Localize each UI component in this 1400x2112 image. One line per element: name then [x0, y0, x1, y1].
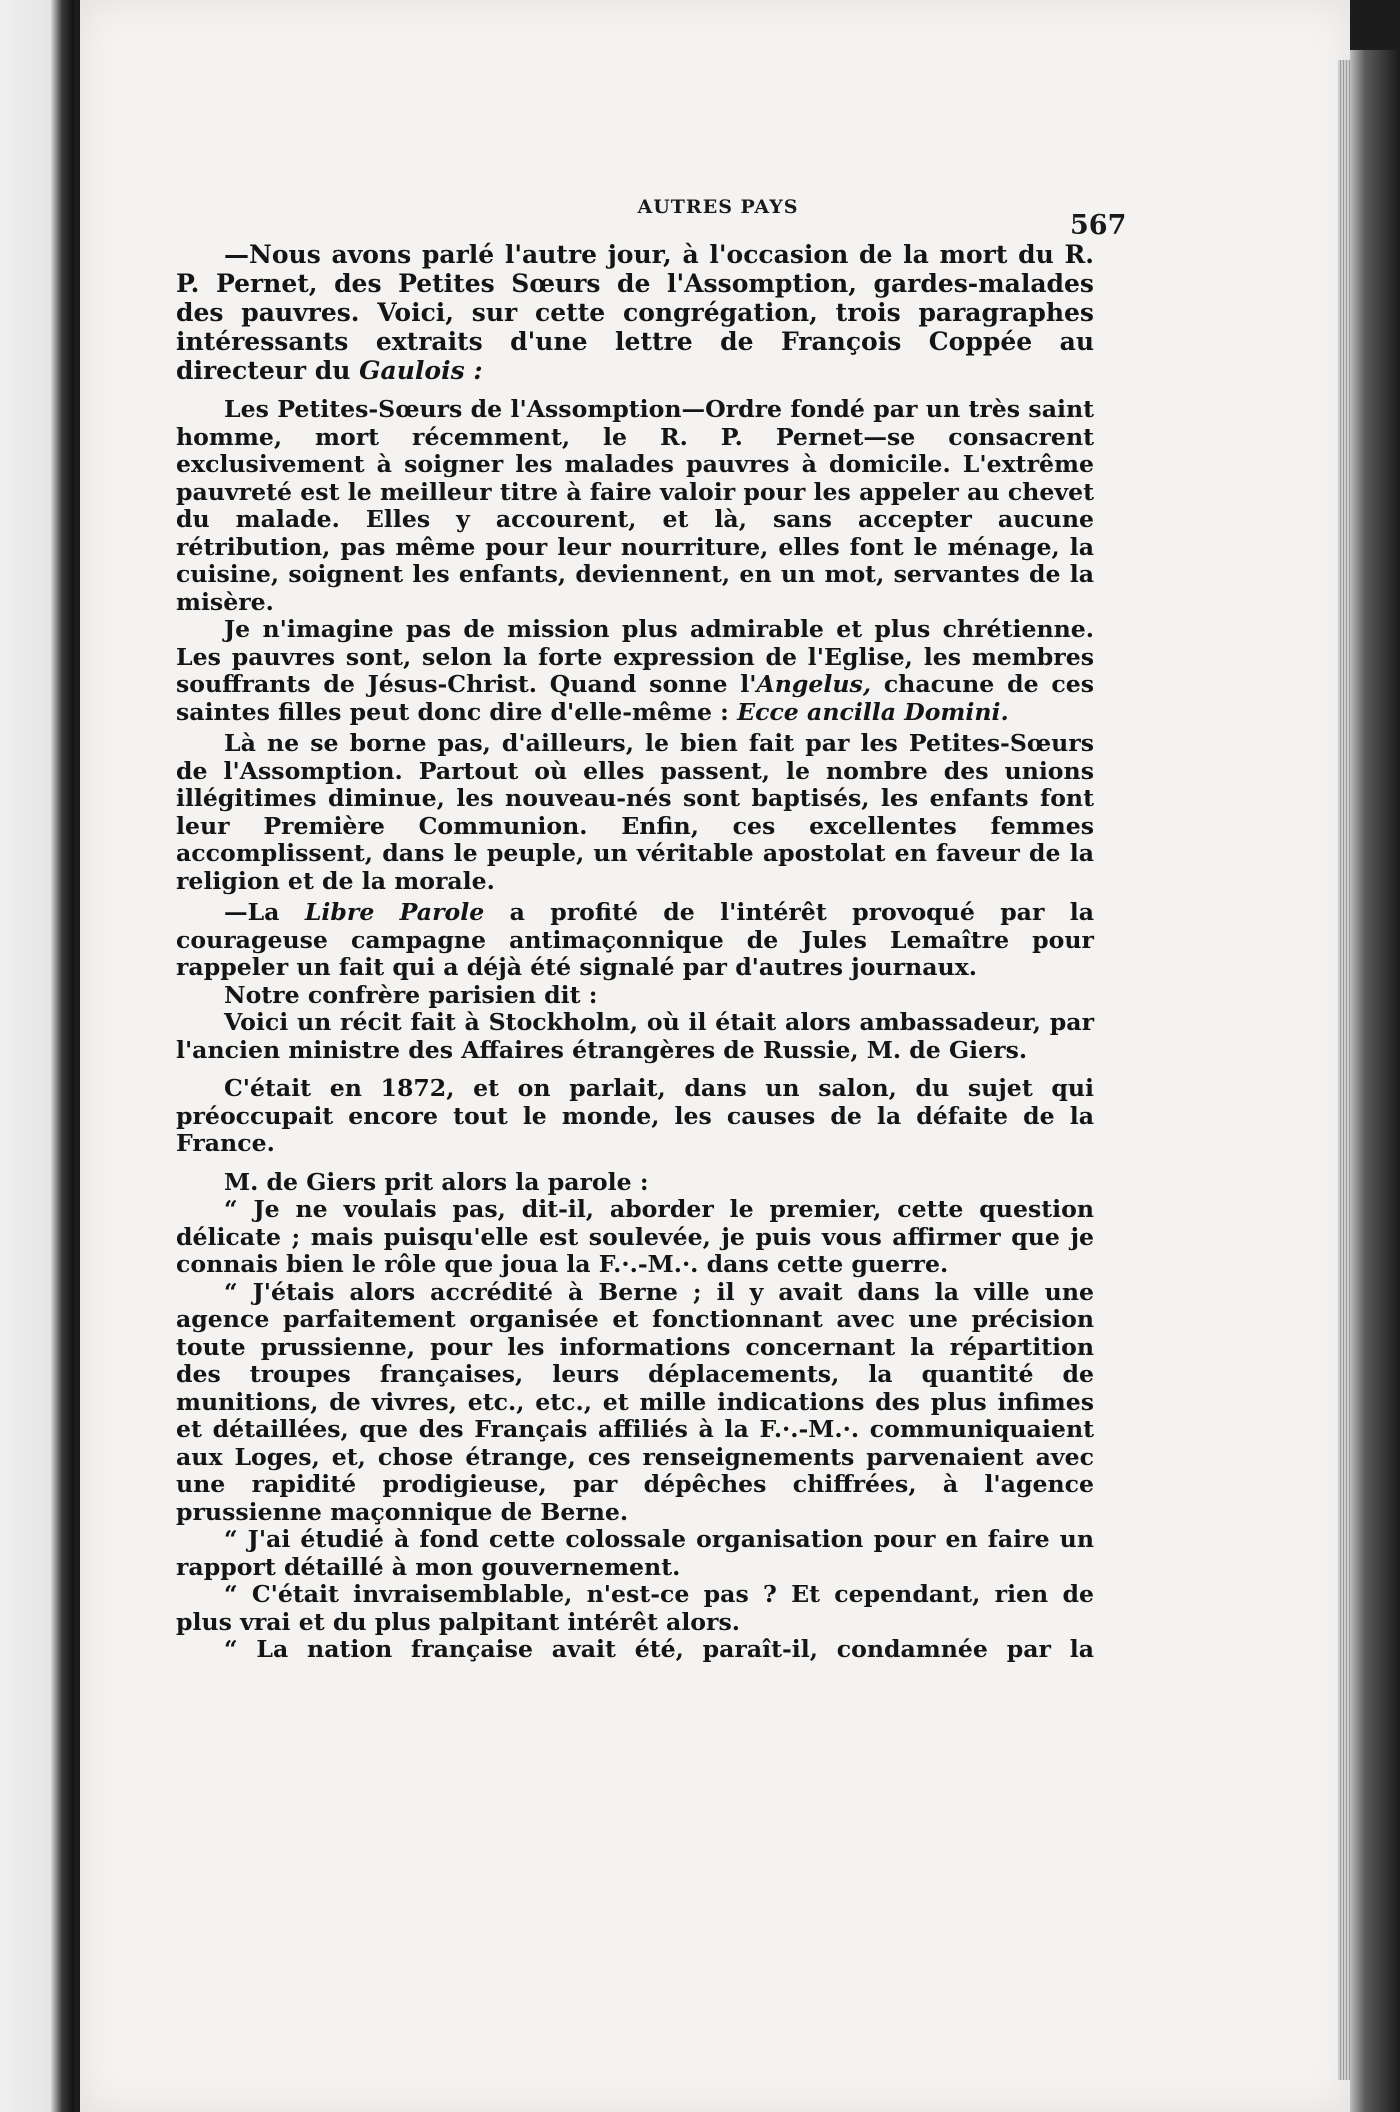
quote-paragraph: “ La nation française avait été, paraît-il, condamnée par la — [224, 1635, 1094, 1663]
quote-paragraph: M. de Giers prit alors la parole : — [224, 1167, 649, 1196]
paragraph-text: a profité de l'intérêt provoqué par la courageuse campagne antimaçonnique de Jules Lemaître pour rappeler un fait qui a déjà été signalé par d'autres journaux. — [176, 898, 1095, 981]
paragraph-text: —La — [224, 898, 280, 926]
quote-paragraph: “ J'ai étudié à fond cette colossale organisation pour en faire un rapport détaillé à mon gouvernement. — [176, 1525, 1094, 1581]
italic-text: Gaulois : — [359, 356, 483, 385]
quote-paragraph: “ J'étais alors accrédité à Berne ; il y avait dans la ville une agence parfaitement organisée et fonctionnant avec une précision toute prussienne, pour les informations concernant la répartition des troupes françaises, leurs déplacements, la quantité de munitions, de vivres, etc., etc., et mille indications des plus infimes et détaillées, que des Français affiliés à la F.·.-M.·. communiquaient aux Loges, et, chose étrange, ces renseignements parvenaient avec une rapidité prodigieuse, par dépêches chiffrées, à l'agence prussienne maçonnique de Berne. — [176, 1277, 1094, 1526]
paragraph — [176, 899, 1094, 982]
body-text — [176, 240, 1094, 1664]
page-stack-edge — [1338, 60, 1350, 2080]
paragraph: Notre confrère parisien dit : — [224, 980, 598, 1009]
quote-paragraph: “ Je ne voulais pas, dit-il, aborder le premier, cette question délicate ; mais puisqu'elle est soulevée, je puis vous affirmer que je connais bien le rôle que joua la F.·.-M.·. dans cette guerre. — [176, 1195, 1094, 1278]
quote-paragraph: Les Petites-Sœurs de l'Assomption—Ordre fondé par un très saint homme, mort récemment, le R. P. Pernet—se consacrent exclusivement à soigner les malades pauvres à domicile. L'extrême pauvreté est le meilleur titre à faire valoir pour les appeler au chevet du malade. Elles y accourent, et là, sans accepter aucune rétribution, pas même pour leur nourriture, elles font le ménage, la cuisine, soignent les enfants, deviennent, en un mot, servantes de la misère. — [176, 395, 1094, 616]
running-head: AUTRES PAYS — [637, 196, 799, 218]
italic-text: Ecce ancilla Domini. — [737, 697, 1009, 726]
quote-paragraph: Là ne se borne pas, d'ailleurs, le bien fait par les Petites-Sœurs de l'Assomption. Partout où elles passent, le nombre des unions illégitimes diminue, les nouveau-nés sont baptisés, les enfants font leur Première Communion. Enfin, ces excellentes femmes accomplissent, dans le peuple, un véritable apostolat en faveur de la religion et de la morale. — [176, 729, 1094, 895]
quote-paragraph: “ C'était invraisemblable, n'est-ce pas ? Et cependant, rien de plus vrai et du plus palpitant intérêt alors. — [176, 1580, 1094, 1636]
quote-paragraph: C'était en 1872, et on parlait, dans un salon, du sujet qui préoccupait encore tout le monde, les causes de la défaite de la France. — [176, 1074, 1094, 1157]
italic-text: Libre Parole — [304, 898, 485, 926]
paragraph-text: chacune de ces saintes filles peut donc dire d'elle-même : — [176, 670, 1094, 726]
facing-page-edge — [0, 0, 74, 2112]
quote-paragraph — [176, 616, 1094, 726]
paragraph-text: —Nous avons parlé l'autre jour, à l'occasion de la mort du R. P. Pernet, des Petites Sœurs de l'Assomption, gardes-malades des pauvres. Voici, sur cette congrégation, trois paragraphes intéressants extraits d'une lettre de François Coppée au directeur du — [176, 240, 1094, 385]
page-header — [80, 196, 1350, 241]
page-number: 567 — [1070, 210, 1127, 241]
paragraph-intro — [176, 240, 1094, 385]
paragraph-text: Je n'imagine pas de mission plus admirable et plus chrétienne. Les pauvres sont, selon la forte expression de l'Eglise, les membres souffrants de Jésus-Christ. Quand sonne l' — [176, 615, 1094, 698]
book-cover-edge — [1350, 50, 1400, 2112]
quote-paragraph: Voici un récit fait à Stockholm, où il était alors ambassadeur, par l'ancien ministre des Affaires étrangères de Russie, M. de Giers. — [176, 1008, 1094, 1064]
italic-text: Angelus, — [756, 670, 872, 698]
